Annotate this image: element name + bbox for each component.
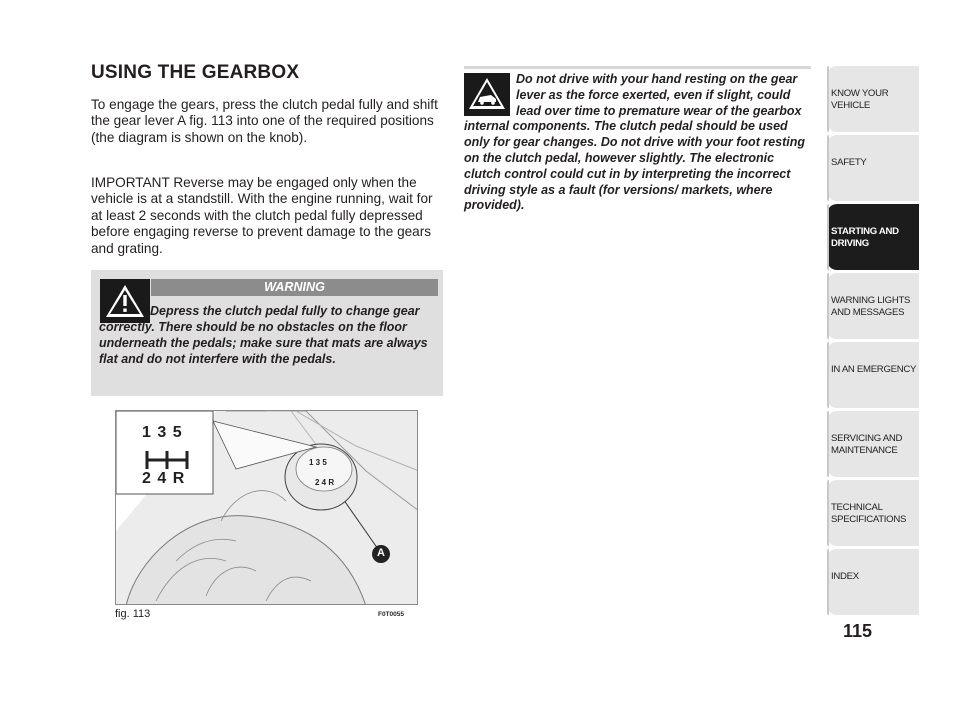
warning-text: Depress the clutch pedal fully to change gear correctly. There should be no obstacles on the floor underneath the pedals; make sure that mats are always flat and do not interfere with the pedals. (99, 304, 428, 366)
figure-caption: fig. 113 (115, 608, 151, 620)
svg-text:1 3 5: 1 3 5 (309, 458, 327, 467)
tab-servicing-and-maintenance[interactable]: SERVICING AND MAINTENANCE (827, 411, 919, 477)
gear-pattern-top-label: 1 3 5 (142, 424, 183, 441)
tab-in-an-emergency[interactable]: IN AN EMERGENCY (827, 342, 919, 408)
section-title: USING THE GEARBOX (91, 62, 300, 83)
gear-lever-figure (115, 410, 418, 605)
warning-box (91, 270, 443, 396)
lever-callout-label: A (377, 547, 385, 559)
warning-header: WARNING (151, 279, 438, 296)
caution-divider (464, 66, 811, 69)
tab-safety[interactable]: SAFETY (827, 135, 919, 201)
gear-pattern-bottom-label: 2 4 R (142, 470, 186, 487)
tab-index[interactable]: INDEX (827, 549, 919, 615)
tab-warning-lights[interactable]: WARNING LIGHTS AND MESSAGES (827, 273, 919, 339)
tab-starting-and-driving[interactable]: STARTING AND DRIVING (827, 204, 919, 270)
caution-text: Do not drive with your hand resting on the gear lever as the force exerted, even if slight, could lead over time to premature wear of the gearbox internal components. The clutch pedal should be used only for gear changes. Do not drive with your foot resting on the clutch pedal, however slightly. The electronic clutch control could cut in by interpreting the incorrect driving style as a fault (for versions/ markets, where provided). (464, 72, 806, 213)
body-paragraph-2: IMPORTANT Reverse may be engaged only when the vehicle is at a standstill. With the engine running, wait for at least 2 seconds with the clutch pedal fully depressed before engaging reverse to prevent damage to the gears and grating. (91, 175, 433, 256)
svg-text:2 4 R: 2 4 R (315, 478, 335, 487)
tab-technical-specifications[interactable]: TECHNICAL SPECIFICATIONS (827, 480, 919, 546)
figure-code: F0T0055 (378, 611, 405, 618)
caution-note (464, 72, 811, 214)
page-number: 115 (843, 621, 873, 641)
body-paragraph-1: To engage the gears, press the clutch pedal fully and shift the gear lever A fig. 113 into one of the required positions (the diagram is shown on the knob). (91, 97, 438, 145)
tab-know-your-vehicle[interactable]: KNOW YOUR VEHICLE (827, 66, 919, 132)
